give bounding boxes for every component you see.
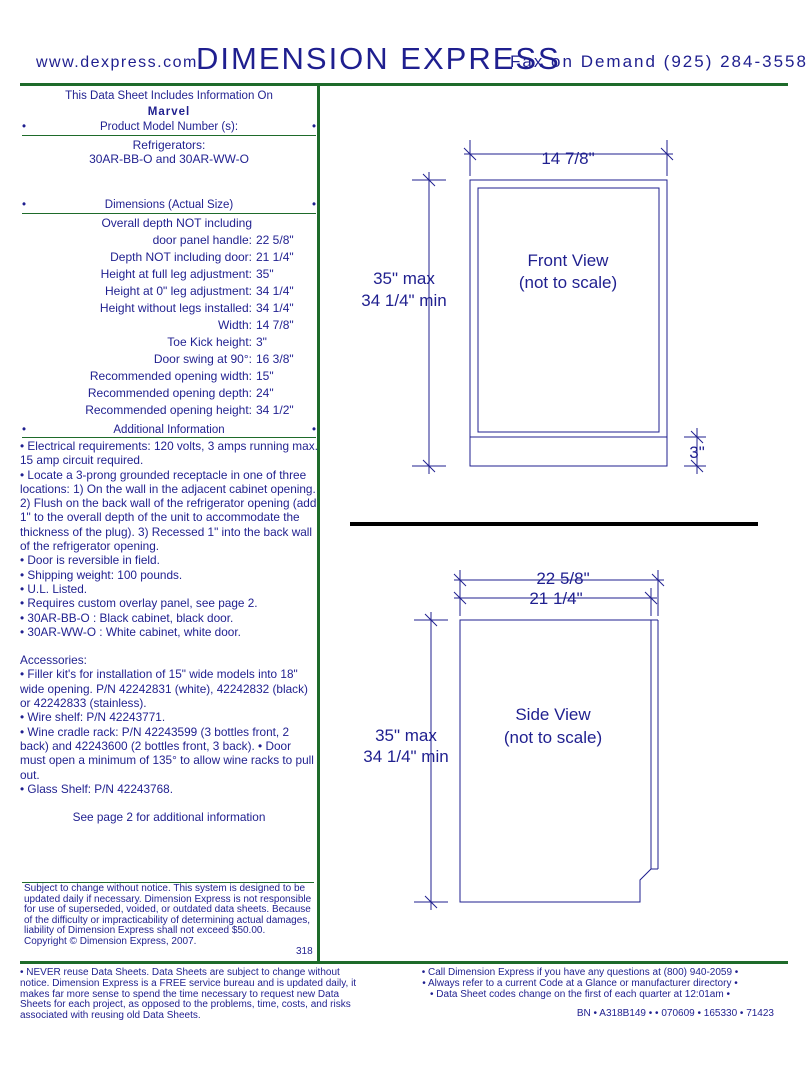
dimension-label: Height at 0" leg adjustment: [104,284,252,298]
dimension-value: 15" [256,369,274,383]
front-height-min: 34 1/4" min [361,291,447,310]
front-view-title: Front View [527,251,609,270]
additional-item: • U.L. Listed. [20,581,88,596]
dimension-value: 3" [256,335,267,349]
copyright: Copyright © Dimension Express, 2007. [24,935,197,947]
dimension-label: Height without legs installed: [99,301,252,315]
header-fax: Fax on Demand (925) 284-3558 [510,52,808,71]
header-brand: DIMENSION EXPRESS [196,41,561,76]
side-view-subtitle: (not to scale) [503,728,603,747]
additional-item: • 30AR-WW-O : White cabinet, white door. [20,624,241,639]
heading-bullet: • [22,121,27,133]
front-view-subtitle: (not to scale) [518,273,618,292]
dimension-label: Recommended opening depth: [87,386,252,400]
dimension-label: Recommended opening height: [85,403,252,417]
manufacturer-name: Marvel [147,106,191,119]
front-door-panel [478,188,659,432]
heading-bullet: • [22,424,27,436]
dimension-label: Door swing at 90°: [153,352,252,366]
dimension-value: 24" [256,386,274,400]
toe-kick-label: 3" [689,443,705,462]
side-height-max: 35" max [375,726,437,745]
additional-item: • Door is reversible in field. [20,553,160,568]
disclaimer-text: Subject to change without notice. This system is designed to be updated daily if necessary. Dimension Express is not responsible for use of superseded, voided, or outdated data sheets. Because of the difficulty or impracticability of determining actual damages, liability of Dimension Express shall not exceed $50.00. [24,883,312,937]
dimension-label: Height at full leg adjustment: [100,267,252,281]
heading-bullet: • [22,199,27,211]
side-cabinet-outline [460,620,651,902]
intro-text: This Data Sheet Includes Information On [65,90,273,102]
footer-quarterly-note: • Data Sheet codes change on the first of each quarter at 12:01am • [430,988,730,1000]
additional-heading-text: Additional Information [113,424,225,436]
dimension-value: 34 1/4" [256,301,294,315]
heading-bullet: • [311,199,316,211]
accessories-heading: Accessories: [20,653,87,668]
dimension-value: 21 1/4" [256,250,294,264]
dimension-label: door panel handle: [152,233,252,247]
page-number: 318 [296,946,313,957]
dimension-value: 34 1/4" [256,284,294,298]
footer-warning: • NEVER reuse Data Sheets. Data Sheets are subject to change without notice. Dimension Express is a FREE service bureau and is updated daily, it makes far more sense to spend the time necessary to request new Data Sheets for each project, as opposed to the problems, time, costs, and risks associated with reusing old Data Sheets. [20,967,357,1022]
dimensions-heading-text: Dimensions (Actual Size) [104,199,234,211]
accessory-item: • Wine cradle rack: P/N 42243599 (3 bottles front, 2 back) and 42243600 (2 bottles front, 3 back). • Door must open a minimum of 135° to allow wine racks to pull out. [20,724,314,782]
accessory-item: • Glass Shelf: P/N 42243768. [20,781,173,796]
accessory-item: • Wire shelf: P/N 42243771. [20,710,166,725]
accessory-item: • Filler kit's for installation of 15" wide models into 18" wide opening. P/N 42242831 (white), 42242832 (black) or 42242833 (stainless). [20,667,308,711]
footer-code-reference: • Always refer to a current Code at a Glance or manufacturer directory • [422,977,738,989]
dimension-value: 14 7/8" [256,318,294,332]
heading-bullet: • [311,121,316,133]
dimension-label: Width: [217,318,252,332]
front-height-max: 35" max [373,269,435,288]
additional-item: • Shipping weight: 100 pounds. [20,567,183,582]
side-depth-label: 22 5/8" [536,569,590,588]
dimension-value: 16 3/8" [256,352,294,366]
model-numbers: 30AR-BB-O and 30AR-WW-O [89,152,249,167]
dimensions-note: Overall depth NOT including [101,216,252,230]
dimension-label: Depth NOT including door: [110,250,252,264]
dimension-label: Toe Kick height: [167,335,252,349]
heading-bullet: • [311,424,316,436]
side-height-min: 34 1/4" min [363,747,449,766]
side-depth-no-door-label: 21 1/4" [529,589,583,608]
additional-item: • Electrical requirements: 120 volts, 3 amps running max. 15 amp circuit required. [20,439,318,468]
model-type: Refrigerators: [132,138,206,152]
see-page-note: See page 2 for additional information [72,810,266,825]
dimension-value: 34 1/2" [256,403,294,417]
additional-item: • Locate a 3-prong grounded receptacle in one of three locations: 1) On the wall in the adjacent cabinet opening. 2) Flush on the back wall of the refrigerator opening (add 1" to the overall depth of the unit to accommodate the thickness of the plug). 3) Recessed 1" into the back wall of the refrigerator opening. [20,467,317,554]
additional-item: • Requires custom overlay panel, see page 2. [20,596,258,611]
footer-call: • Call Dimension Express if you have any questions at (800) 940-2059 • [421,967,739,978]
model-heading-text: Product Model Number (s): [99,121,239,133]
footer-codes: BN • A318B149 • • 070609 • 165330 • 71423 [576,1008,774,1019]
front-width-label: 14 7/8" [541,149,595,168]
front-cabinet-outline [470,180,667,466]
dimension-value: 35" [256,267,274,281]
side-view-title: Side View [515,705,591,724]
dimension-value: 22 5/8" [256,233,294,247]
additional-item: • 30AR-BB-O : Black cabinet, black door. [20,610,234,625]
header-url: www.dexpress.com [36,54,198,71]
dimension-label: Recommended opening width: [89,369,252,383]
